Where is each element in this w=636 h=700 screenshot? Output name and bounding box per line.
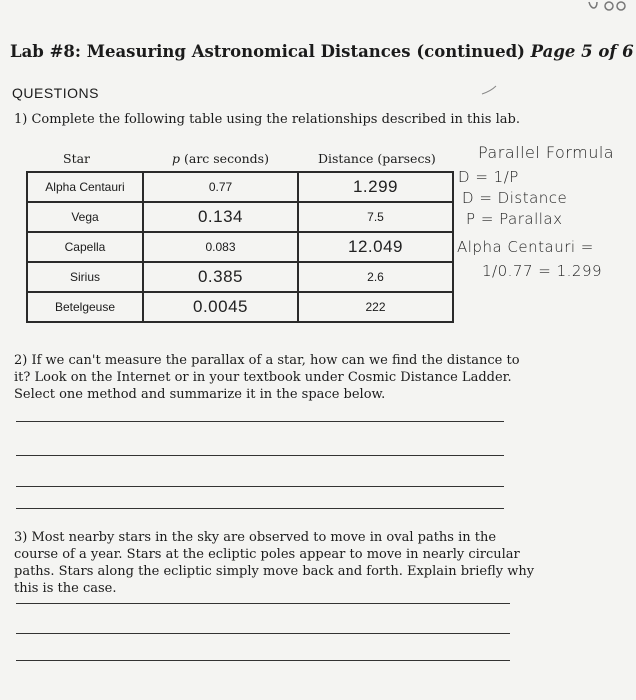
distance-value: 1.299 [298,172,453,202]
parallax-value: 0.134 [143,202,298,232]
question-2: 2) If we can't measure the parallax of a star, how can we find the distance to it? Look on the Internet or in your textbook under Cosmic Distance Ladder. Select one method and summarize it in the space below. [14,353,520,402]
distance-table [26,171,454,323]
column-header-distance: Distance (parsecs) [318,151,436,166]
parallax-value: 0.385 [143,262,298,292]
parallax-value: 0.0045 [143,292,298,322]
star-name: Betelgeuse [27,292,143,322]
pen-mark-icon [480,84,500,98]
distance-value: 2.6 [298,262,453,292]
notes-line: Alpha Centauri = [457,238,594,256]
page-number: Page 5 of 6 [530,42,634,61]
corner-scribble-icon [585,0,630,14]
notes-line: 1/0.77 = 1.299 [482,262,603,280]
table-row [27,172,453,202]
answer-line [16,486,504,487]
answer-line [16,660,510,661]
star-name: Alpha Centauri [27,172,143,202]
title-text: Lab #8: Measuring Astronomical Distances (continued) [10,42,525,61]
notes-line: D = Distance [462,189,568,207]
star-name: Sirius [27,262,143,292]
star-name: Capella [27,232,143,262]
table-row [27,292,453,322]
distance-value: 222 [298,292,453,322]
column-header-star: Star [63,151,91,166]
table-row [27,262,453,292]
table-row [27,202,453,232]
notes-line: P = Parallax [466,210,563,228]
notes-line: D = 1/P [458,168,519,186]
notes-heading: Parallel Formula [478,143,615,162]
question-1: 1) Complete the following table using the relationships described in this lab. [14,112,520,127]
answer-line [16,455,504,456]
star-name: Vega [27,202,143,232]
answer-line [16,603,510,604]
distance-value: 12.049 [298,232,453,262]
parallax-value: 0.77 [143,172,298,202]
page-title [10,42,634,61]
question-3: 3) Most nearby stars in the sky are observed to move in oval paths in the course of a year. Stars at the ecliptic poles appear to move in nearly circular paths. Stars along the ecliptic simply move back and forth. Explain briefly why this is the case. [14,530,535,596]
answer-line [16,508,504,509]
parallax-value: 0.083 [143,232,298,262]
answer-line [16,633,510,634]
section-label: QUESTIONS [12,85,99,101]
table-row [27,232,453,262]
answer-line [16,421,504,422]
distance-value: 7.5 [298,202,453,232]
column-header-parallax: p (arc seconds) [172,151,269,166]
